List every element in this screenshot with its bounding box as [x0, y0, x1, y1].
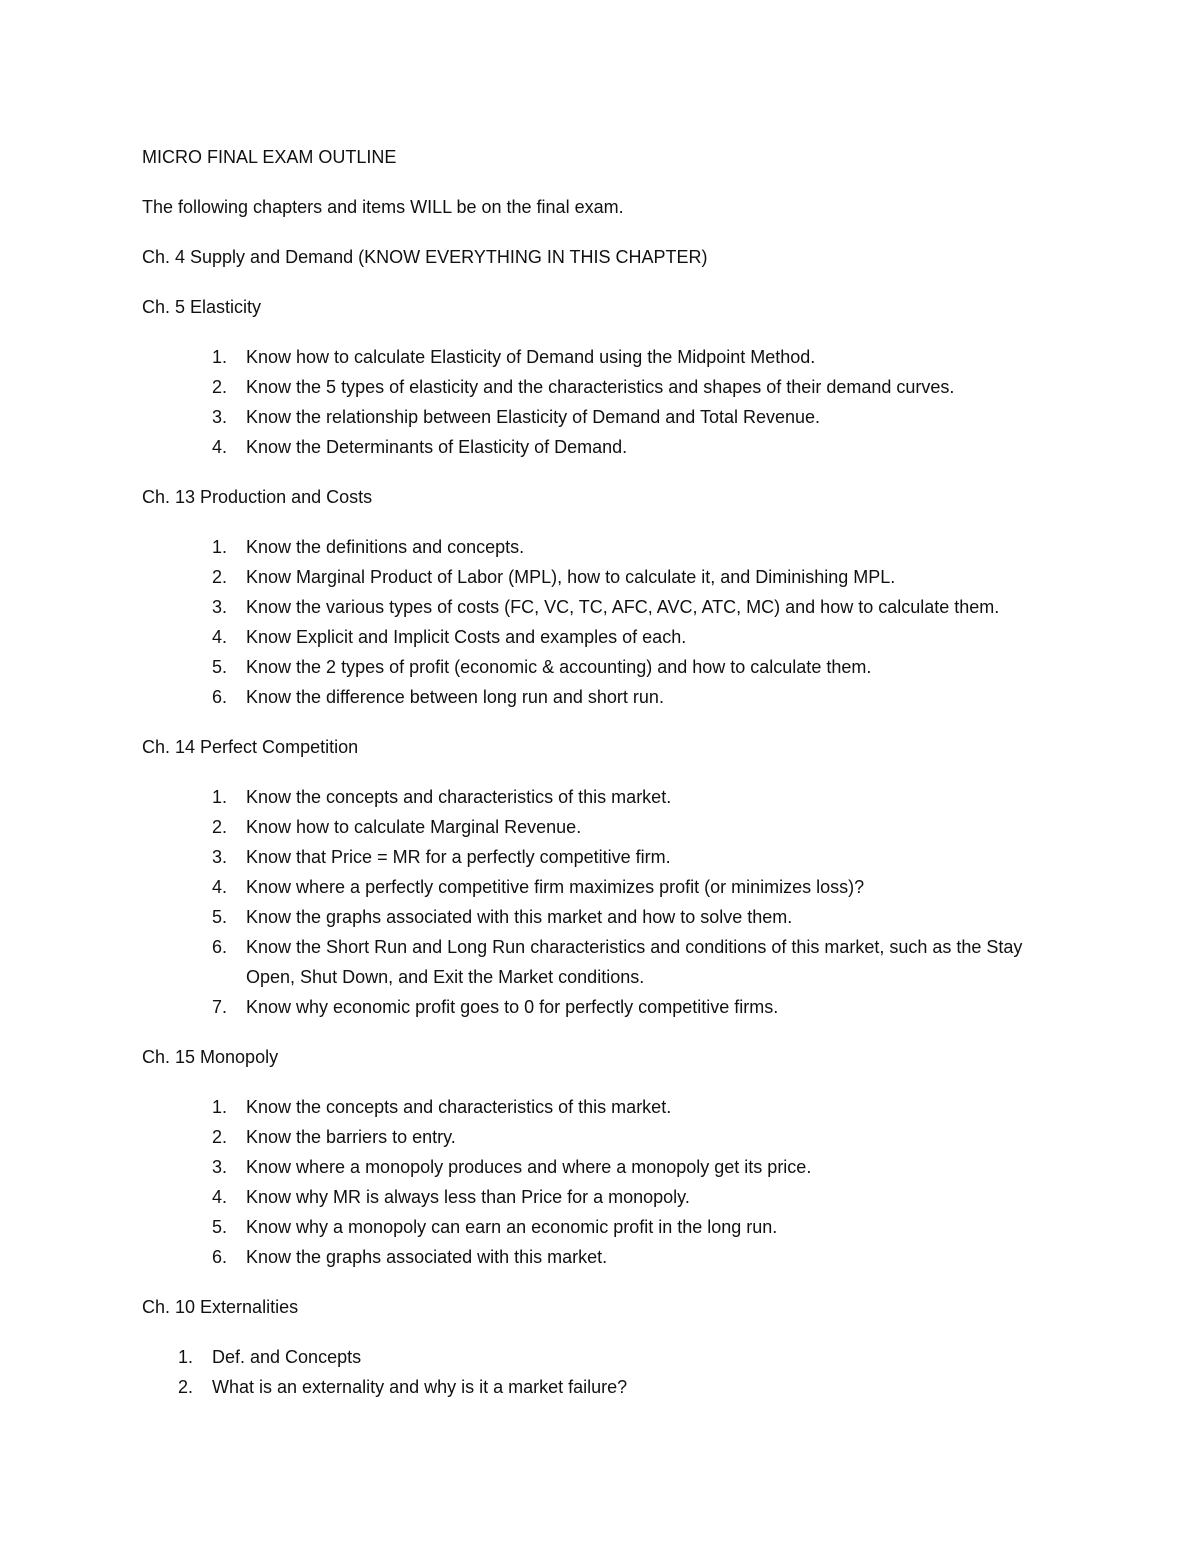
item-number: 4.: [212, 877, 228, 897]
item-text: Know Marginal Product of Labor (MPL), how to calculate it, and Diminishing MPL.: [246, 567, 896, 587]
item-text: Know why a monopoly can earn an economic profit in the long run.: [246, 1217, 778, 1237]
list-item: [142, 782, 1062, 812]
item-text: Know the definitions and concepts.: [246, 537, 525, 557]
list-item: [142, 1372, 1062, 1402]
list-ch13: [142, 532, 1062, 712]
chapter-heading-ch15: Ch. 15 Monopoly: [142, 1047, 279, 1067]
list-item: [142, 532, 1062, 562]
item-number: 1.: [212, 537, 228, 557]
page-title: MICRO FINAL EXAM OUTLINE: [142, 147, 397, 167]
item-text: Def. and Concepts: [212, 1347, 362, 1367]
item-text: Know why economic profit goes to 0 for perfectly competitive firms.: [246, 997, 779, 1017]
list-item: [142, 842, 1062, 872]
item-number: 6.: [212, 1247, 228, 1267]
chapter-heading-ch13: Ch. 13 Production and Costs: [142, 487, 373, 507]
list-item: [142, 402, 1062, 432]
list-item: [142, 592, 1062, 622]
item-text: What is an externality and why is it a market failure?: [212, 1377, 628, 1397]
list-item: [142, 1152, 1062, 1182]
item-text: Know how to calculate Marginal Revenue.: [246, 817, 582, 837]
item-text: Know how to calculate Elasticity of Demand using the Midpoint Method.: [246, 347, 816, 367]
item-number: 4.: [212, 627, 228, 647]
item-number: 3.: [212, 407, 228, 427]
list-ch5: [142, 342, 1062, 462]
list-item: [142, 652, 1062, 682]
item-number: 5.: [212, 657, 228, 677]
item-number: 2.: [212, 377, 228, 397]
list-item: [142, 1092, 1062, 1122]
item-text: Know the concepts and characteristics of this market.: [246, 787, 672, 807]
list-item: [142, 1122, 1062, 1152]
list-item: [142, 372, 1062, 402]
document-body: [142, 142, 1062, 1422]
item-number: 2.: [178, 1377, 194, 1397]
list-item: [142, 682, 1062, 712]
item-number: 4.: [212, 437, 228, 457]
item-number: 1.: [212, 347, 228, 367]
intro-text: The following chapters and items WILL be on the final exam.: [142, 197, 624, 217]
list-item: [142, 992, 1062, 1022]
item-number: 1.: [178, 1347, 194, 1367]
item-text: Know the Short Run and Long Run characteristics and conditions of this market, such as the Stay Open, Shut Down, and Exit the Market conditions.: [246, 937, 1023, 987]
list-item: [142, 342, 1062, 372]
item-number: 6.: [212, 937, 228, 957]
item-text: Know the 2 types of profit (economic & accounting) and how to calculate them.: [246, 657, 872, 677]
list-item: [142, 1242, 1062, 1272]
list-item: [142, 1212, 1062, 1242]
item-text: Know that Price = MR for a perfectly competitive firm.: [246, 847, 671, 867]
list-item: [142, 872, 1062, 902]
list-ch15: [142, 1092, 1062, 1272]
item-text: Know where a perfectly competitive firm maximizes profit (or minimizes loss)?: [246, 877, 865, 897]
item-number: 5.: [212, 907, 228, 927]
item-number: 3.: [212, 847, 228, 867]
item-number: 6.: [212, 687, 228, 707]
list-item: [142, 562, 1062, 592]
chapter-heading-ch4: Ch. 4 Supply and Demand (KNOW EVERYTHING IN THIS CHAPTER): [142, 247, 708, 267]
item-text: Know the difference between long run and short run.: [246, 687, 664, 707]
item-text: Know where a monopoly produces and where a monopoly get its price.: [246, 1157, 812, 1177]
item-text: Know the graphs associated with this market.: [246, 1247, 608, 1267]
list-item: [142, 902, 1062, 932]
list-ch14: [142, 782, 1062, 1022]
item-text: Know the graphs associated with this market and how to solve them.: [246, 907, 793, 927]
list-item: [142, 1342, 1062, 1372]
item-number: 2.: [212, 567, 228, 587]
list-item: [142, 432, 1062, 462]
chapter-heading-ch5: Ch. 5 Elasticity: [142, 297, 262, 317]
item-number: 1.: [212, 1097, 228, 1117]
list-item: [142, 932, 1062, 992]
item-number: 4.: [212, 1187, 228, 1207]
item-number: 3.: [212, 597, 228, 617]
item-text: Know the 5 types of elasticity and the characteristics and shapes of their demand curves.: [246, 377, 955, 397]
item-number: 7.: [212, 997, 228, 1017]
item-text: Know the relationship between Elasticity of Demand and Total Revenue.: [246, 407, 821, 427]
item-text: Know the barriers to entry.: [246, 1127, 456, 1147]
chapter-heading-ch10: Ch. 10 Externalities: [142, 1297, 299, 1317]
item-number: 3.: [212, 1157, 228, 1177]
list-ch10: [142, 1342, 1062, 1402]
list-item: [142, 812, 1062, 842]
item-text: Know the various types of costs (FC, VC, TC, AFC, AVC, ATC, MC) and how to calculate them.: [246, 597, 1000, 617]
item-text: Know the Determinants of Elasticity of Demand.: [246, 437, 628, 457]
item-text: Know why MR is always less than Price for a monopoly.: [246, 1187, 690, 1207]
item-text: Know the concepts and characteristics of this market.: [246, 1097, 672, 1117]
chapter-heading-ch14: Ch. 14 Perfect Competition: [142, 737, 359, 757]
list-item: [142, 1182, 1062, 1212]
item-number: 5.: [212, 1217, 228, 1237]
list-item: [142, 622, 1062, 652]
item-text: Know Explicit and Implicit Costs and examples of each.: [246, 627, 687, 647]
item-number: 1.: [212, 787, 228, 807]
item-number: 2.: [212, 1127, 228, 1147]
item-number: 2.: [212, 817, 228, 837]
